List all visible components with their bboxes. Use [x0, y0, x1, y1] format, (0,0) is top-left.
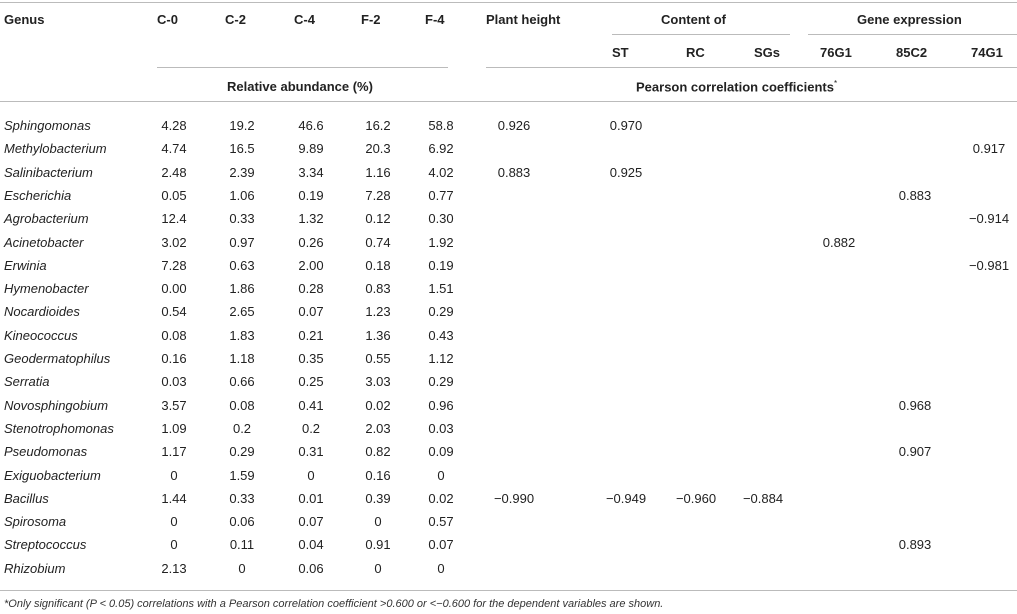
abundance-cell: 2.39: [229, 165, 255, 180]
correlation-cell: 0.883: [898, 188, 932, 203]
content-header-sgs: SGs: [754, 45, 781, 60]
abundance-cell: 0.07: [298, 304, 324, 319]
sample-header-f2: F-2: [361, 12, 381, 27]
abundance-cell: 0.21: [298, 328, 324, 343]
abundance-cell: 0.33: [229, 491, 255, 506]
abundance-cell: 1.17: [161, 444, 187, 459]
abundance-cell: 0.06: [229, 514, 255, 529]
gene-expression-header: Gene expression: [857, 12, 962, 27]
genus-name: Exiguobacterium: [4, 468, 101, 483]
abundance-cell: 0.96: [428, 398, 454, 413]
genus-name: Hymenobacter: [4, 281, 89, 296]
abundance-cell: 0.01: [298, 491, 324, 506]
abundance-cell: 0.33: [229, 211, 255, 226]
abundance-cell: 3.02: [161, 235, 187, 250]
genus-name: Acinetobacter: [4, 235, 84, 250]
genus-name: Pseudomonas: [4, 444, 88, 459]
abundance-cell: 3.57: [161, 398, 187, 413]
abundance-cell: 2.00: [298, 258, 324, 273]
abundance-cell: 2.03: [365, 421, 391, 436]
abundance-cell: 0.57: [428, 514, 454, 529]
abundance-cell: 0.97: [229, 235, 255, 250]
abundance-cell: 1.16: [365, 165, 391, 180]
abundance-cell: 0.55: [365, 351, 391, 366]
table-top-rule: [0, 2, 1017, 3]
sample-header-f4: F-4: [425, 12, 445, 27]
abundance-cell: 6.92: [428, 141, 454, 156]
abundance-cell: 0.04: [298, 537, 324, 552]
abundance-cell: 4.02: [428, 165, 454, 180]
gene-expression-rule: [808, 34, 1017, 35]
abundance-cell: 3.03: [365, 374, 391, 389]
abundance-cell: 1.44: [161, 491, 187, 506]
genus-name: Erwinia: [4, 258, 47, 273]
abundance-cell: 0.12: [365, 211, 391, 226]
abundance-cell: 0.08: [161, 328, 187, 343]
abundance-cell: 0.29: [428, 374, 454, 389]
abundance-cell: 0: [170, 468, 178, 483]
abundance-cell: 0.25: [298, 374, 324, 389]
abundance-cell: 0.00: [161, 281, 187, 296]
abundance-cell: 1.23: [365, 304, 391, 319]
correlation-cell: −0.949: [605, 491, 647, 506]
abundance-cell: 0.11: [229, 537, 255, 552]
correlation-cell: −0.981: [968, 258, 1010, 273]
genus-name: Escherichia: [4, 188, 72, 203]
abundance-cell: 0.39: [365, 491, 391, 506]
correlation-cell: 0.970: [609, 118, 643, 133]
abundance-cell: 4.74: [161, 141, 187, 156]
genus-name: Stenotrophomonas: [4, 421, 114, 436]
abundance-cell: 0.91: [365, 537, 391, 552]
abundance-cell: 46.6: [298, 118, 324, 133]
sample-header-c4: C-4: [294, 12, 315, 27]
abundance-cell: 0.02: [365, 398, 391, 413]
genus-name: Sphingomonas: [4, 118, 91, 133]
pearson-footnote-mark: *: [833, 79, 838, 88]
abundance-cell: 0.03: [161, 374, 187, 389]
abundance-cell: 0.16: [365, 468, 391, 483]
gene-header-85c2: 85C2: [896, 45, 928, 60]
sample-header-c0: C-0: [157, 12, 178, 27]
abundance-cell: 2.48: [161, 165, 187, 180]
abundance-cell: 7.28: [161, 258, 187, 273]
abundance-cell: 1.36: [365, 328, 391, 343]
correlation-cell: 0.926: [497, 118, 531, 133]
genus-name: Kineococcus: [4, 328, 78, 343]
abundance-cell: 0.30: [428, 211, 454, 226]
abundance-cell: 19.2: [229, 118, 255, 133]
abundance-cell: 0: [307, 468, 315, 483]
abundance-cell: 0: [170, 537, 178, 552]
abundance-cell: 0.16: [161, 351, 187, 366]
correlation-rule: [486, 67, 1017, 68]
correlation-cell: −0.884: [742, 491, 784, 506]
abundance-cell: 0: [170, 514, 178, 529]
abundance-cell: 9.89: [298, 141, 324, 156]
genus-name: Rhizobium: [4, 561, 66, 576]
abundance-cell: 0.31: [298, 444, 324, 459]
abundance-cell: 0.29: [428, 304, 454, 319]
genus-name: Streptococcus: [4, 537, 87, 552]
abundance-cell: 1.86: [229, 281, 255, 296]
correlation-cell: 0.907: [898, 444, 932, 459]
correlation-cell: 0.893: [898, 537, 932, 552]
content-header-st: ST: [612, 45, 629, 60]
abundance-cell: 4.28: [161, 118, 187, 133]
abundance-cell: 0.09: [428, 444, 454, 459]
genus-name: Bacillus: [4, 491, 49, 506]
abundance-cell: 0.66: [229, 374, 255, 389]
pearson-label: Pearson correlation coefficients: [636, 79, 834, 95]
abundance-cell: 0.28: [298, 281, 324, 296]
abundance-cell: 0.74: [365, 235, 391, 250]
abundance-cell: 1.83: [229, 328, 255, 343]
abundance-cell: 0.82: [365, 444, 391, 459]
abundance-cell: 1.12: [428, 351, 454, 366]
abundance-cell: 16.2: [365, 118, 391, 133]
genus-name: Agrobacterium: [4, 211, 89, 226]
abundance-cell: 0.2: [232, 421, 252, 436]
abundance-cell: 0.35: [298, 351, 324, 366]
abundance-cell: 0: [374, 514, 382, 529]
correlation-cell: 0.882: [822, 235, 856, 250]
abundance-cell: 1.32: [298, 211, 324, 226]
abundance-cell: 0.63: [229, 258, 255, 273]
abundance-rule: [157, 67, 448, 68]
genus-header: Genus: [4, 12, 45, 27]
genus-name: Spirosoma: [4, 514, 67, 529]
abundance-cell: 0.18: [365, 258, 391, 273]
abundance-cell: 0.43: [428, 328, 454, 343]
abundance-cell: 0.26: [298, 235, 324, 250]
abundance-cell: 1.51: [428, 281, 454, 296]
plant-height-header: Plant height: [486, 12, 561, 27]
abundance-cell: 0: [374, 561, 382, 576]
abundance-cell: 0.29: [229, 444, 255, 459]
abundance-cell: 0.2: [301, 421, 321, 436]
abundance-cell: 0: [437, 468, 445, 483]
correlation-cell: −0.914: [968, 211, 1010, 226]
abundance-cell: 0.41: [298, 398, 324, 413]
content-of-header: Content of: [661, 12, 726, 27]
abundance-cell: 20.3: [365, 141, 391, 156]
abundance-cell: 1.59: [229, 468, 255, 483]
abundance-cell: 1.09: [161, 421, 187, 436]
abundance-cell: 0.06: [298, 561, 324, 576]
genus-name: Serratia: [4, 374, 50, 389]
gene-header-74g1: 74G1: [971, 45, 1003, 60]
pearson-header: [636, 79, 837, 94]
relative-abundance-header: Relative abundance (%): [227, 79, 373, 94]
gene-header-76g1: 76G1: [820, 45, 852, 60]
content-of-rule: [612, 34, 790, 35]
abundance-cell: 2.13: [161, 561, 187, 576]
abundance-cell: 7.28: [365, 188, 391, 203]
abundance-cell: 1.18: [229, 351, 255, 366]
abundance-cell: 1.92: [428, 235, 454, 250]
abundance-cell: 0.54: [161, 304, 187, 319]
correlation-cell: 0.883: [497, 165, 531, 180]
abundance-cell: 2.65: [229, 304, 255, 319]
abundance-cell: 1.06: [229, 188, 255, 203]
abundance-cell: 0.07: [428, 537, 454, 552]
abundance-cell: 0.83: [365, 281, 391, 296]
abundance-cell: 3.34: [298, 165, 324, 180]
header-bottom-rule: [0, 101, 1017, 102]
correlation-cell: 0.925: [609, 165, 643, 180]
abundance-cell: 0.19: [428, 258, 454, 273]
table-bottom-rule: [0, 590, 1017, 591]
abundance-cell: 0.02: [428, 491, 454, 506]
correlation-cell: −0.990: [493, 491, 535, 506]
abundance-cell: 0: [238, 561, 246, 576]
abundance-cell: 12.4: [161, 211, 187, 226]
genus-name: Salinibacterium: [4, 165, 93, 180]
correlation-cell: 0.968: [898, 398, 932, 413]
abundance-cell: 0.03: [428, 421, 454, 436]
abundance-cell: 16.5: [229, 141, 255, 156]
genus-name: Novosphingobium: [4, 398, 109, 413]
correlation-cell: −0.960: [675, 491, 717, 506]
sample-header-c2: C-2: [225, 12, 246, 27]
correlation-cell: 0.917: [972, 141, 1006, 156]
abundance-cell: 0.77: [428, 188, 454, 203]
abundance-cell: 0: [437, 561, 445, 576]
genus-name: Methylobacterium: [4, 141, 107, 156]
content-header-rc: RC: [686, 45, 705, 60]
abundance-cell: 0.08: [229, 398, 255, 413]
abundance-cell: 0.07: [298, 514, 324, 529]
abundance-cell: 0.05: [161, 188, 187, 203]
genus-name: Nocardioides: [4, 304, 80, 319]
abundance-cell: 58.8: [428, 118, 454, 133]
abundance-cell: 0.19: [298, 188, 324, 203]
table-footnote: *Only significant (P < 0.05) correlations with a Pearson correlation coefficient >0.600 or <−0.600 for the dependent variables are shown.: [4, 598, 664, 610]
genus-name: Geodermatophilus: [4, 351, 111, 366]
